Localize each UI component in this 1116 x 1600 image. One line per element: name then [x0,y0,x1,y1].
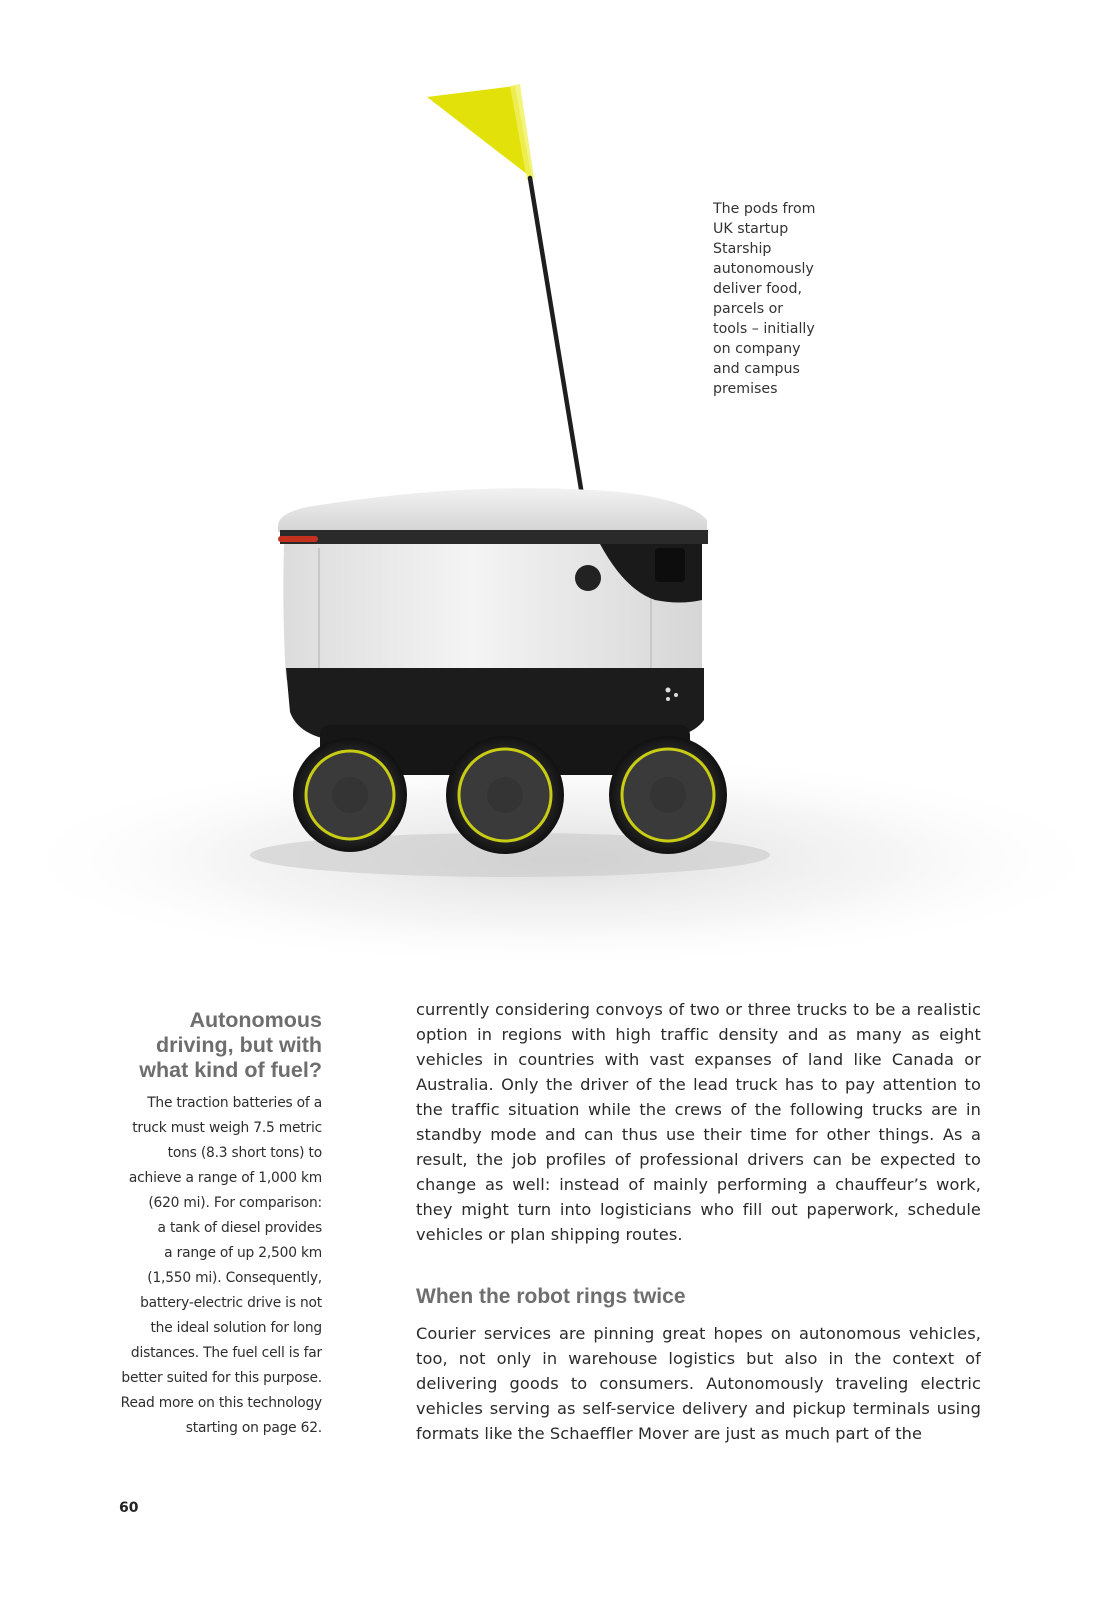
section-heading: When the robot rings twice [416,1285,686,1308]
article-body [416,997,981,1446]
paragraph: Courier services are pinning great hopes on autonomous vehicles, too, not only in warehouse logistics but also in the context of delivering goods to consumers. Autonomously traveling electric vehicles serving as self-service delivery and pickup terminals using formats like the Schaeffler Mover are just as much part of the [416,1324,981,1443]
sidebar-box [112,1008,322,1441]
robot-lid [278,488,707,532]
wheel-middle [446,736,564,854]
wheel-left [293,738,407,852]
page-number: 60 [119,1500,139,1516]
paragraph: currently considering convoys of two or three trucks to be a realistic option in regions with high traffic density and as many as eight vehicles in countries with vast expanses of land like Canada or Australia. Only the driver of the lead truck has to pay attention to the traffic situation while the crews of the following trucks are in standby mode and can thus use their time for other things. As a result, the job profiles of professional drivers can be expected to change as well: instead of mainly performing a chauffeur’s work, they might turn into logisticians who fill out paperwork, schedule vehicles or plan shipping routes. [416,1000,981,1244]
wheel-right [609,736,727,854]
sidebar-title: Autonomous driving, but with what kind of fuel? [139,1008,322,1082]
sidebar-text: The traction batteries of a truck must weigh 7.5 metric tons (8.3 short tons) to achieve a range of 1,000 km (620 mi). For comparison: a tank of diesel provides a range of up 2,500 km (1,550 mi). Consequently, battery-electric drive is not the ideal solution for long distances. The fuel cell is far better suited for this purpose. Read more on this technology starting on page 62. [120,1095,322,1436]
photo-caption: The pods from UK startup Starship autonomously deliver food, parcels or tools – initially on company and campus premises [713,201,816,397]
